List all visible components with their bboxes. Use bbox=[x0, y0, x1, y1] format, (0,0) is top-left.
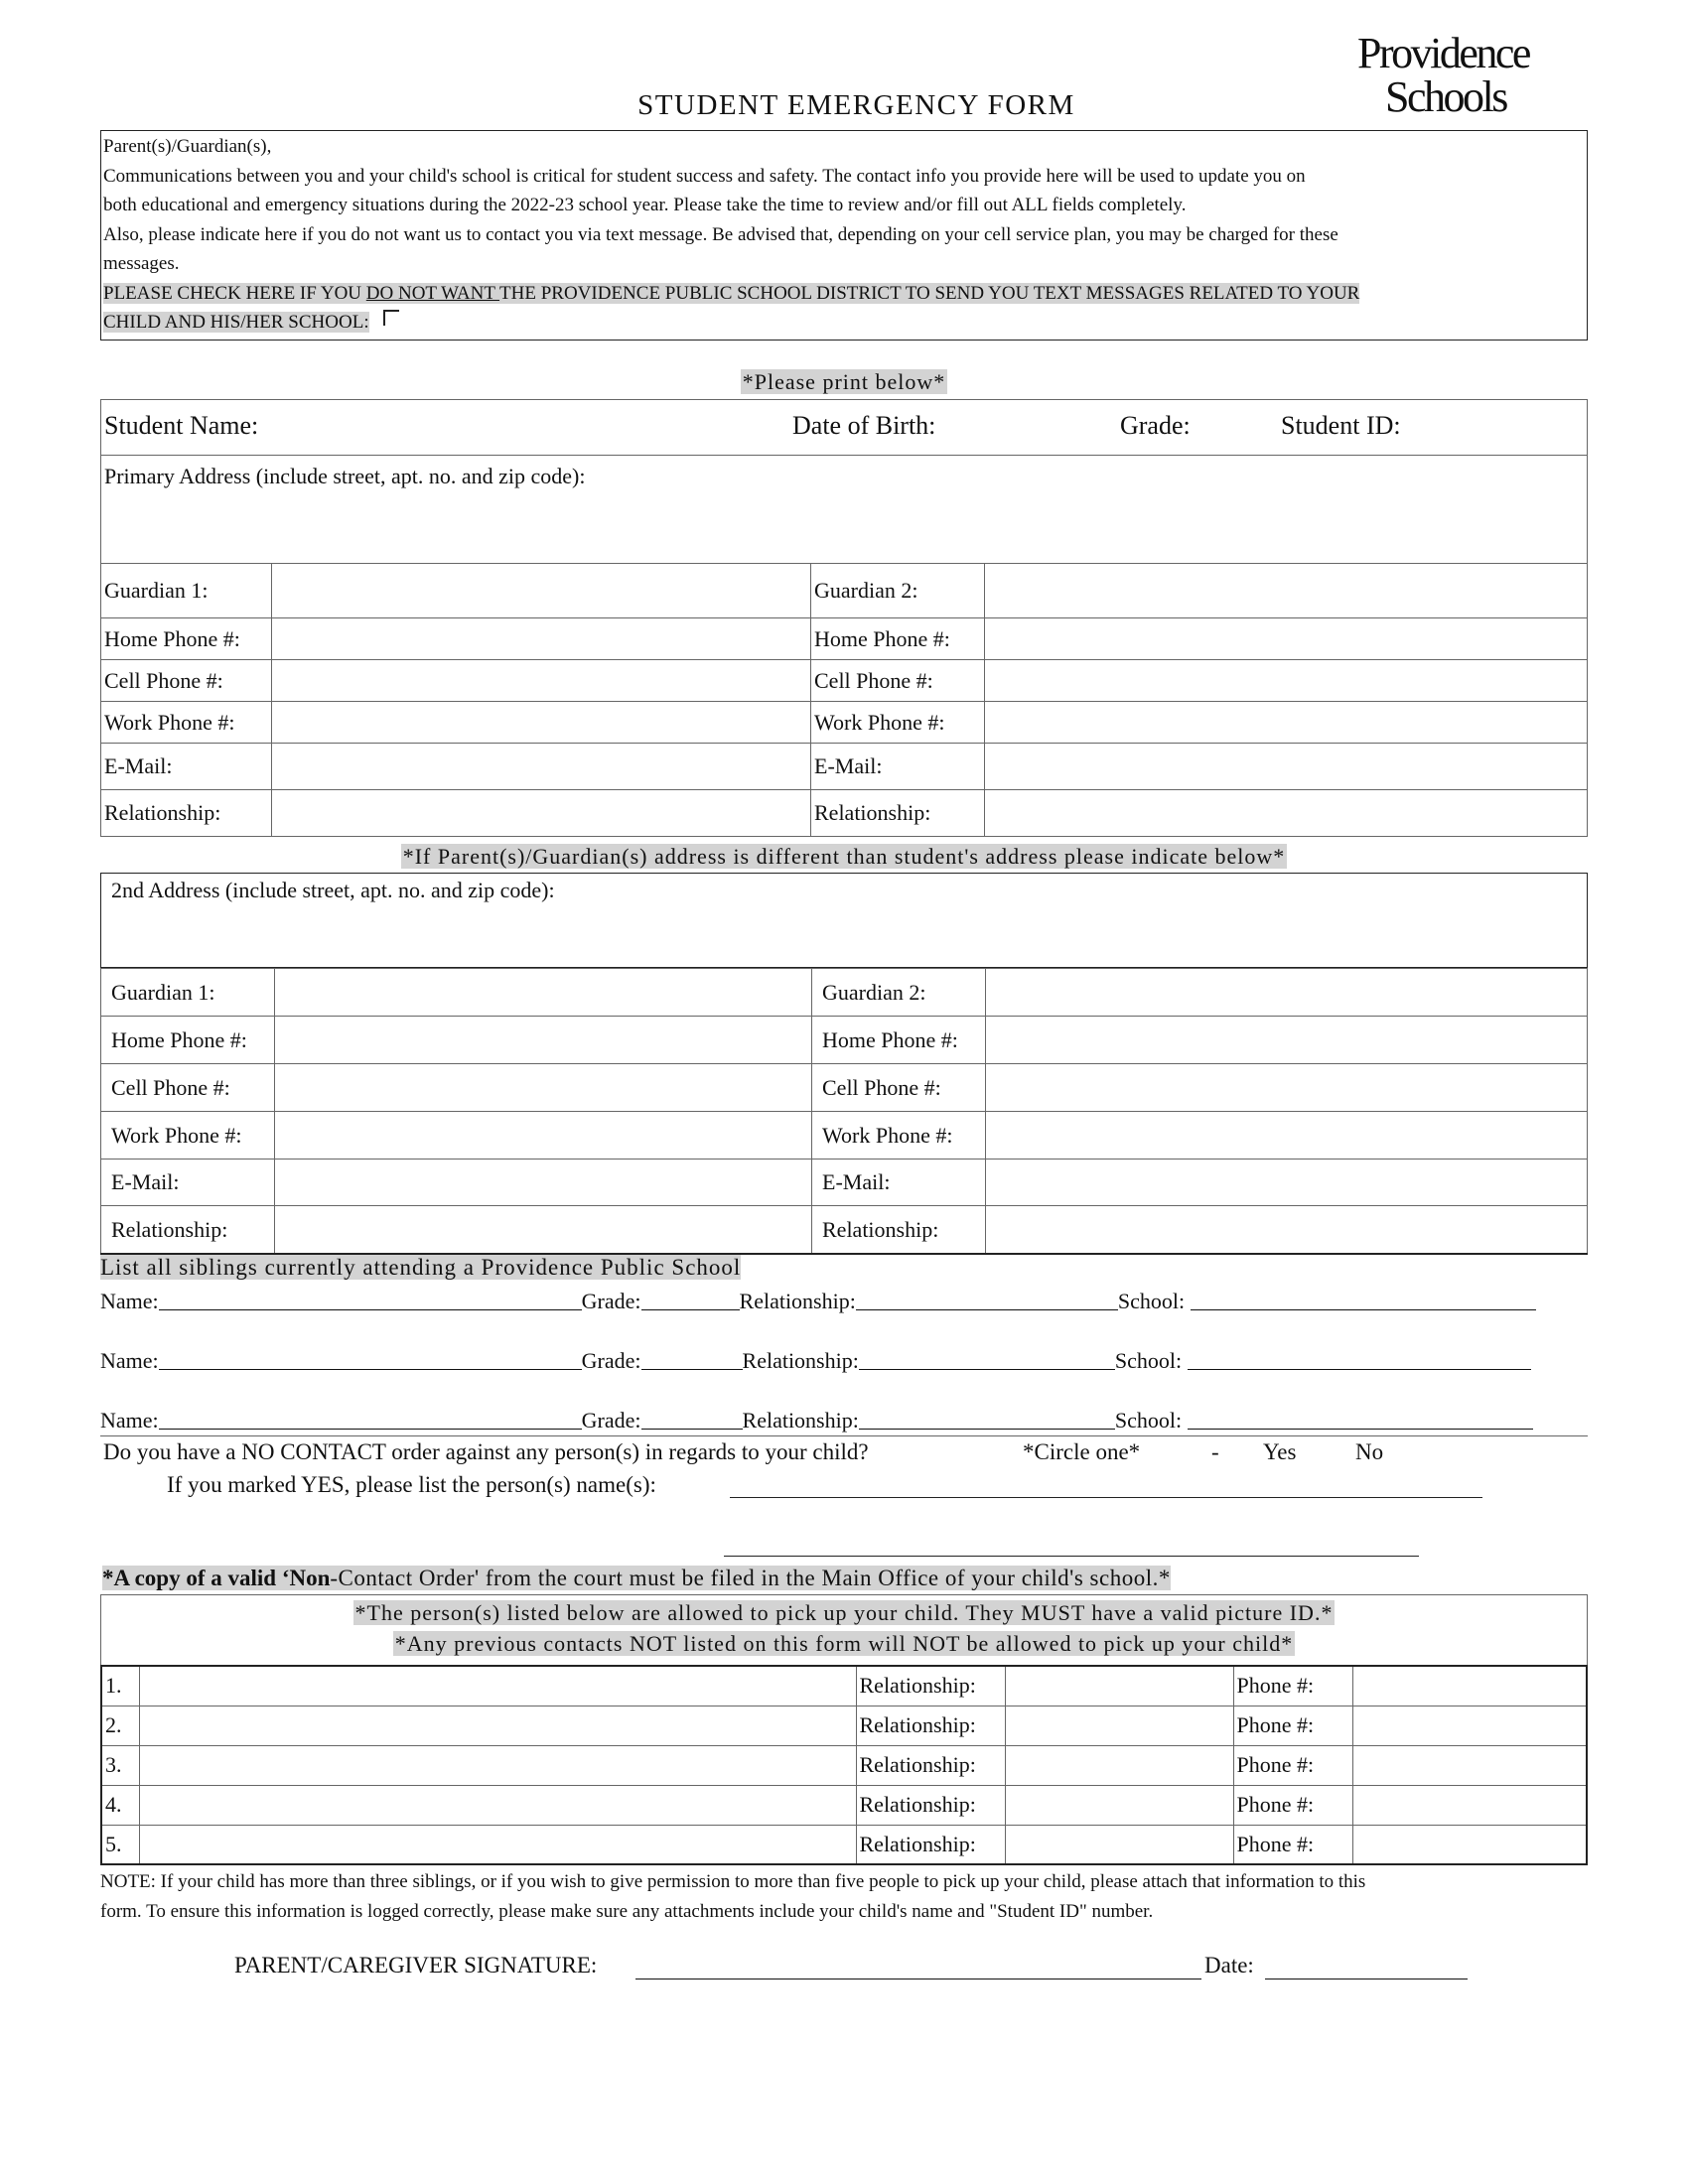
pickup-phone-label: Phone #: bbox=[1233, 1825, 1352, 1864]
intro-para-2a: Also, please indicate here if you do not want us to contact you via text message. Be advised that, depending on your cell service plan, you may be charged for these bbox=[103, 223, 1338, 245]
g1-cell-phone-field[interactable] bbox=[272, 660, 811, 702]
cell-phone-label: Cell Phone #: bbox=[811, 660, 985, 702]
student-name-label: Student Name: bbox=[104, 411, 259, 440]
pickup-table bbox=[100, 1665, 1588, 1865]
pickup-relationship-label: Relationship: bbox=[856, 1666, 1005, 1706]
list-names-prompt: If you marked YES, please list the person(s) name(s): bbox=[167, 1472, 656, 1497]
intro-para-1b: both educational and emergency situations during the 2022-23 school year. Please take the time to review and/or fill out ALL fields completely. bbox=[103, 195, 1187, 215]
pickup-row-number: 4. bbox=[101, 1785, 139, 1825]
pickup-relationship-label: Relationship: bbox=[856, 1745, 1005, 1785]
guardian-1-label: Guardian 1: bbox=[101, 564, 272, 618]
guardian-2-label: Guardian 2: bbox=[811, 564, 985, 618]
g1-work-phone-field[interactable] bbox=[272, 702, 811, 744]
guardian-1-label: Guardian 1: bbox=[101, 969, 275, 1017]
pickup-phone-field[interactable] bbox=[1352, 1666, 1587, 1706]
optout-text-line2: CHILD AND HIS/HER SCHOOL: bbox=[103, 312, 369, 333]
pickup-row-number: 1. bbox=[101, 1666, 139, 1706]
pickup-relationship-label: Relationship: bbox=[856, 1825, 1005, 1864]
pickup-name-field[interactable] bbox=[139, 1666, 856, 1706]
sibling-row[interactable]: Name: Grade: Relationship: School: bbox=[100, 1289, 1588, 1314]
relationship-label: Relationship: bbox=[101, 1206, 275, 1254]
guardian-1-field[interactable] bbox=[272, 564, 811, 618]
guardian-2-label: Guardian 2: bbox=[812, 969, 986, 1017]
student-info-row bbox=[100, 399, 1588, 456]
pickup-row-number: 5. bbox=[101, 1825, 139, 1864]
pickup-phone-field[interactable] bbox=[1352, 1745, 1587, 1785]
pickup-phone-field[interactable] bbox=[1352, 1785, 1587, 1825]
g2-work-phone-field[interactable] bbox=[985, 702, 1588, 744]
cell-phone-label: Cell Phone #: bbox=[101, 1064, 275, 1112]
no-contact-question: Do you have a NO CONTACT order against any person(s) in regards to your child? bbox=[103, 1439, 869, 1464]
logo-line-2: Schools bbox=[1385, 72, 1506, 121]
non-contact-order-note: *A copy of a valid ‘Non-Contact Order' from the court must be filed in the Main Office of your child's school.* bbox=[102, 1566, 1171, 1590]
alt-g2-relationship-field[interactable] bbox=[986, 1206, 1588, 1254]
g2-email-field[interactable] bbox=[985, 744, 1588, 790]
pickup-relationship-label: Relationship: bbox=[856, 1785, 1005, 1825]
pickup-note-1: *The person(s) listed below are allowed to pick up your child. They MUST have a valid picture ID.* bbox=[354, 1600, 1334, 1625]
alt-guardian-1-field[interactable] bbox=[275, 969, 812, 1017]
pickup-phone-field[interactable] bbox=[1352, 1706, 1587, 1745]
logo-line-1: Providence bbox=[1357, 29, 1529, 77]
work-phone-label: Work Phone #: bbox=[101, 702, 272, 744]
primary-address-field[interactable] bbox=[100, 454, 1588, 564]
g1-home-phone-field[interactable] bbox=[272, 618, 811, 660]
work-phone-label: Work Phone #: bbox=[812, 1112, 986, 1160]
alt-g2-email-field[interactable] bbox=[986, 1160, 1588, 1206]
date-label: Date: bbox=[1204, 1953, 1254, 1978]
pickup-relationship-field[interactable] bbox=[1005, 1785, 1233, 1825]
cell-phone-label: Cell Phone #: bbox=[812, 1064, 986, 1112]
pickup-phone-field[interactable] bbox=[1352, 1825, 1587, 1864]
yes-option[interactable]: Yes bbox=[1263, 1439, 1297, 1464]
pickup-name-field[interactable] bbox=[139, 1785, 856, 1825]
alt-g2-home-phone-field[interactable] bbox=[986, 1017, 1588, 1064]
pickup-phone-label: Phone #: bbox=[1233, 1666, 1352, 1706]
print-note: *Please print below* bbox=[742, 369, 946, 394]
sibling-row[interactable]: Name: Grade: Relationship: School: bbox=[100, 1408, 1588, 1433]
relationship-label: Relationship: bbox=[812, 1206, 986, 1254]
email-label: E-Mail: bbox=[811, 744, 985, 790]
circle-dash: - bbox=[1211, 1439, 1219, 1464]
sibling-row[interactable]: Name: Grade: Relationship: School: bbox=[100, 1348, 1588, 1374]
g2-home-phone-field[interactable] bbox=[985, 618, 1588, 660]
home-phone-label: Home Phone #: bbox=[812, 1017, 986, 1064]
home-phone-label: Home Phone #: bbox=[101, 1017, 275, 1064]
intro-salutation: Parent(s)/Guardian(s), bbox=[103, 136, 272, 157]
intro-para-2b: messages. bbox=[103, 253, 180, 274]
relationship-label: Relationship: bbox=[811, 790, 985, 837]
footer-note-line-2: form. To ensure this information is logged correctly, please make sure any attachments include your child's name and "Student ID" number. bbox=[100, 1901, 1154, 1922]
pickup-name-field[interactable] bbox=[139, 1706, 856, 1745]
home-phone-label: Home Phone #: bbox=[101, 618, 272, 660]
student-id-label: Student ID: bbox=[1281, 411, 1401, 440]
g1-relationship-field[interactable] bbox=[272, 790, 811, 837]
alt-g2-work-phone-field[interactable] bbox=[986, 1112, 1588, 1160]
no-contact-divider bbox=[100, 1435, 1588, 1436]
alt-g1-home-phone-field[interactable] bbox=[275, 1017, 812, 1064]
primary-address-label: Primary Address (include street, apt. no. and zip code): bbox=[104, 464, 586, 488]
grade-label: Grade: bbox=[1120, 411, 1191, 440]
no-contact-name-line-1[interactable] bbox=[730, 1497, 1482, 1498]
guardian-table-1 bbox=[100, 563, 1588, 837]
cell-phone-label: Cell Phone #: bbox=[101, 660, 272, 702]
footer-note bbox=[100, 1867, 1365, 1927]
work-phone-label: Work Phone #: bbox=[101, 1112, 275, 1160]
pickup-relationship-field[interactable] bbox=[1005, 1825, 1233, 1864]
no-contact-name-line-2[interactable] bbox=[724, 1556, 1419, 1557]
email-label: E-Mail: bbox=[101, 1160, 275, 1206]
g1-email-field[interactable] bbox=[272, 744, 811, 790]
guardian-table-2 bbox=[100, 968, 1588, 1254]
alt-g1-cell-phone-field[interactable] bbox=[275, 1064, 812, 1112]
alt-g1-relationship-field[interactable] bbox=[275, 1206, 812, 1254]
second-address-label: 2nd Address (include street, apt. no. and zip code): bbox=[111, 878, 555, 902]
intro-para-1a: Communications between you and your child's school is critical for student success and safety. The contact info you provide here will be used to update you on bbox=[103, 165, 1306, 187]
footer-note-line-1: NOTE: If your child has more than three siblings, or if you wish to give permission to more than five people to pick up your child, please attach that information to this bbox=[100, 1871, 1366, 1892]
g2-relationship-field[interactable] bbox=[985, 790, 1588, 837]
home-phone-label: Home Phone #: bbox=[811, 618, 985, 660]
alt-guardian-2-field[interactable] bbox=[986, 969, 1588, 1017]
pickup-phone-label: Phone #: bbox=[1233, 1706, 1352, 1745]
dob-label: Date of Birth: bbox=[792, 411, 936, 440]
pickup-phone-label: Phone #: bbox=[1233, 1745, 1352, 1785]
siblings-heading: List all siblings currently attending a Providence Public School bbox=[100, 1255, 742, 1280]
circle-one-note: *Circle one* bbox=[1023, 1439, 1141, 1464]
pickup-row-number: 3. bbox=[101, 1745, 139, 1785]
pickup-name-field[interactable] bbox=[139, 1825, 856, 1864]
optout-text: PLEASE CHECK HERE IF YOU DO NOT WANT THE PROVIDENCE PUBLIC SCHOOL DISTRICT TO SEND YOU TEXT MESSAGES RELATED TO YOUR bbox=[103, 282, 1360, 304]
g2-cell-phone-field[interactable] bbox=[985, 660, 1588, 702]
different-address-note: *If Parent(s)/Guardian(s) address is different than student's address please indicate below* bbox=[402, 844, 1286, 869]
signature-label: PARENT/CAREGIVER SIGNATURE: bbox=[234, 1953, 598, 1978]
second-address-field[interactable] bbox=[100, 873, 1588, 968]
intro-box bbox=[100, 130, 1588, 341]
pickup-phone-label: Phone #: bbox=[1233, 1785, 1352, 1825]
no-option[interactable]: No bbox=[1355, 1439, 1384, 1464]
pickup-row-number: 2. bbox=[101, 1706, 139, 1745]
pickup-relationship-field[interactable] bbox=[1005, 1666, 1233, 1706]
text-optout-checkbox[interactable] bbox=[383, 310, 399, 326]
pickup-note-2: *Any previous contacts NOT listed on this form will NOT be allowed to pick up your child* bbox=[394, 1631, 1294, 1656]
pickup-relationship-field[interactable] bbox=[1005, 1745, 1233, 1785]
alt-g2-cell-phone-field[interactable] bbox=[986, 1064, 1588, 1112]
pickup-relationship-label: Relationship: bbox=[856, 1706, 1005, 1745]
pickup-name-field[interactable] bbox=[139, 1745, 856, 1785]
alt-g1-work-phone-field[interactable] bbox=[275, 1112, 812, 1160]
pickup-relationship-field[interactable] bbox=[1005, 1706, 1233, 1745]
email-label: E-Mail: bbox=[812, 1160, 986, 1206]
relationship-label: Relationship: bbox=[101, 790, 272, 837]
work-phone-label: Work Phone #: bbox=[811, 702, 985, 744]
form-title: STUDENT EMERGENCY FORM bbox=[637, 89, 1075, 121]
guardian-2-field[interactable] bbox=[985, 564, 1588, 618]
alt-g1-email-field[interactable] bbox=[275, 1160, 812, 1206]
email-label: E-Mail: bbox=[101, 744, 272, 790]
